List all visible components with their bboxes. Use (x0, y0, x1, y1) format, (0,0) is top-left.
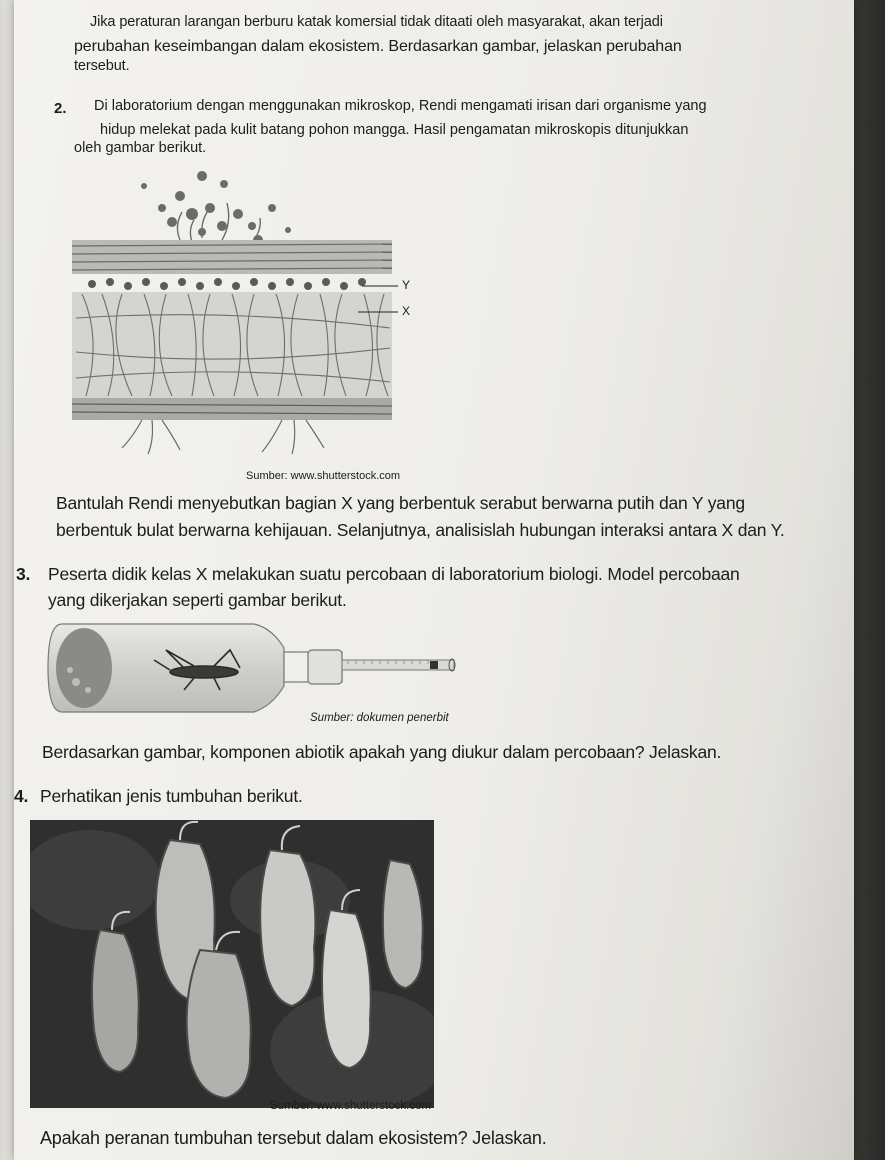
intro-line-1: Jika peraturan larangan berburu katak komersial tidak ditaati oleh masyarakat, akan terjadi (90, 14, 663, 30)
q4-figure-source: Sumber: www.shutterstock.com (270, 1100, 432, 1112)
label-y: Y (402, 278, 411, 292)
q2-line-1: Di laboratorium dengan menggunakan mikroskop, Rendi mengamati irisan dari organisme yang (94, 98, 707, 114)
intro-line-2: perubahan keseimbangan dalam ekosistem. Berdasarkan gambar, jelaskan perubahan (74, 38, 682, 55)
q2-line-3: oleh gambar berikut. (74, 140, 207, 156)
lichen-illustration (62, 168, 402, 464)
respirometer-illustration (44, 620, 464, 716)
respirometer-figure (44, 620, 464, 716)
q2-ask-line-1: Bantulah Rendi menyebutkan bagian X yang berbentuk serabut berwarna putih dan Y yang (56, 493, 745, 513)
textbook-page (14, 0, 854, 1160)
lichen-cross-section-figure (62, 168, 402, 464)
q3-figure-source: Sumber: dokumen penerbit (310, 712, 449, 724)
q4-ask: Apakah peranan tumbuhan tersebut dalam ekosistem? Jelaskan. (40, 1128, 547, 1148)
q2-ask-line-2: berbentuk bulat berwarna kehijauan. Selanjutnya, analisislah hubungan interaksi antara X dan Y. (56, 520, 785, 540)
q4-number: 4. (14, 786, 29, 806)
label-x: X (402, 304, 411, 318)
pitcher-plant-illustration (30, 820, 434, 1108)
intro-line-3: tersebut. (74, 58, 130, 74)
q3-ask: Berdasarkan gambar, komponen abiotik apakah yang diukur dalam percobaan? Jelaskan. (42, 742, 722, 762)
q3-number: 3. (16, 564, 31, 584)
q2-number: 2. (54, 100, 67, 117)
q4-line-1: Perhatikan jenis tumbuhan berikut. (40, 786, 303, 806)
q3-line-2: yang dikerjakan seperti gambar berikut. (48, 590, 347, 610)
q2-line-2: hidup melekat pada kulit batang pohon mangga. Hasil pengamatan mikroskopis ditunjukkan (100, 122, 689, 138)
pitcher-plant-photo (30, 820, 434, 1108)
colored-drop (430, 661, 438, 669)
q2-figure-source: Sumber: www.shutterstock.com (246, 470, 401, 482)
q3-line-1: Peserta didik kelas X melakukan suatu percobaan di laboratorium biologi. Model percobaan (48, 564, 740, 584)
